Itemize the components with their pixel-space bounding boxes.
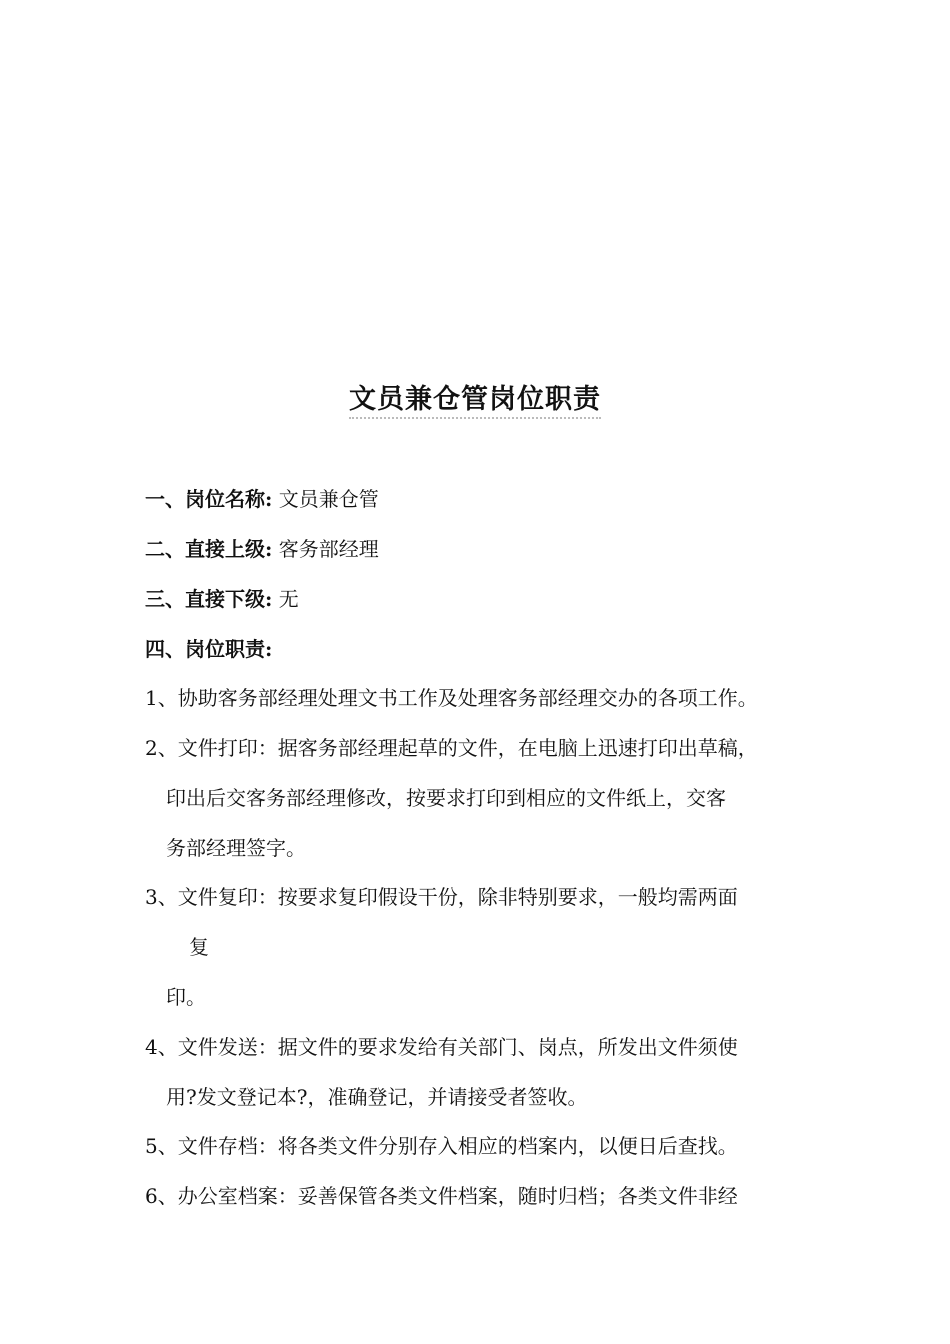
header-item-direct-subordinate xyxy=(145,584,299,614)
duty-4-line-2: 用?发文登记本?，准确登记，并请接受者签收。 xyxy=(166,1085,588,1109)
duty-2-line-1: 2、文件打印：据客务部经理起草的文件，在电脑上迅速打印出草稿， xyxy=(145,736,758,760)
duty-4-line-1: 4、文件发送：据文件的要求发给有关部门、岗点，所发出文件须使 xyxy=(145,1035,738,1059)
duty-5-line-1: 5、文件存档：将各类文件分别存入相应的档案内，以便日后查找。 xyxy=(145,1134,738,1158)
duty-2-line-2: 印出后交客务部经理修改，按要求打印到相应的文件纸上，交客 xyxy=(166,786,726,810)
header-item-value: 无 xyxy=(278,587,299,611)
duty-1-line-1: 1、协助客务部经理处理文书工作及处理客务部经理交办的各项工作。 xyxy=(145,686,758,710)
duty-6-line-1: 6、办公室档案：妥善保管各类文件档案，随时归档；各类文件非经 xyxy=(145,1184,738,1208)
header-item-label: 二、直接上级: xyxy=(145,537,273,561)
header-item-responsibilities xyxy=(145,634,272,664)
duty-3-line-3: 印。 xyxy=(166,985,206,1009)
duty-3-line-1: 3、文件复印：按要求复印假设干份，除非特别要求，一般均需两面 xyxy=(145,885,738,909)
document-title-text: 文员兼仓管岗位职责 xyxy=(349,384,601,419)
duty-3-line-2: 复 xyxy=(189,935,209,959)
header-item-value: 文员兼仓管 xyxy=(278,487,379,511)
header-item-direct-superior xyxy=(145,534,379,564)
header-item-label: 三、直接下级: xyxy=(145,587,273,611)
document-title xyxy=(0,378,950,422)
header-item-label: 一、岗位名称: xyxy=(145,487,273,511)
header-item-value: 客务部经理 xyxy=(278,537,379,561)
header-item-label: 四、岗位职责: xyxy=(145,637,273,661)
duty-2-line-3: 务部经理签字。 xyxy=(166,836,306,860)
header-item-position-name xyxy=(145,484,379,514)
